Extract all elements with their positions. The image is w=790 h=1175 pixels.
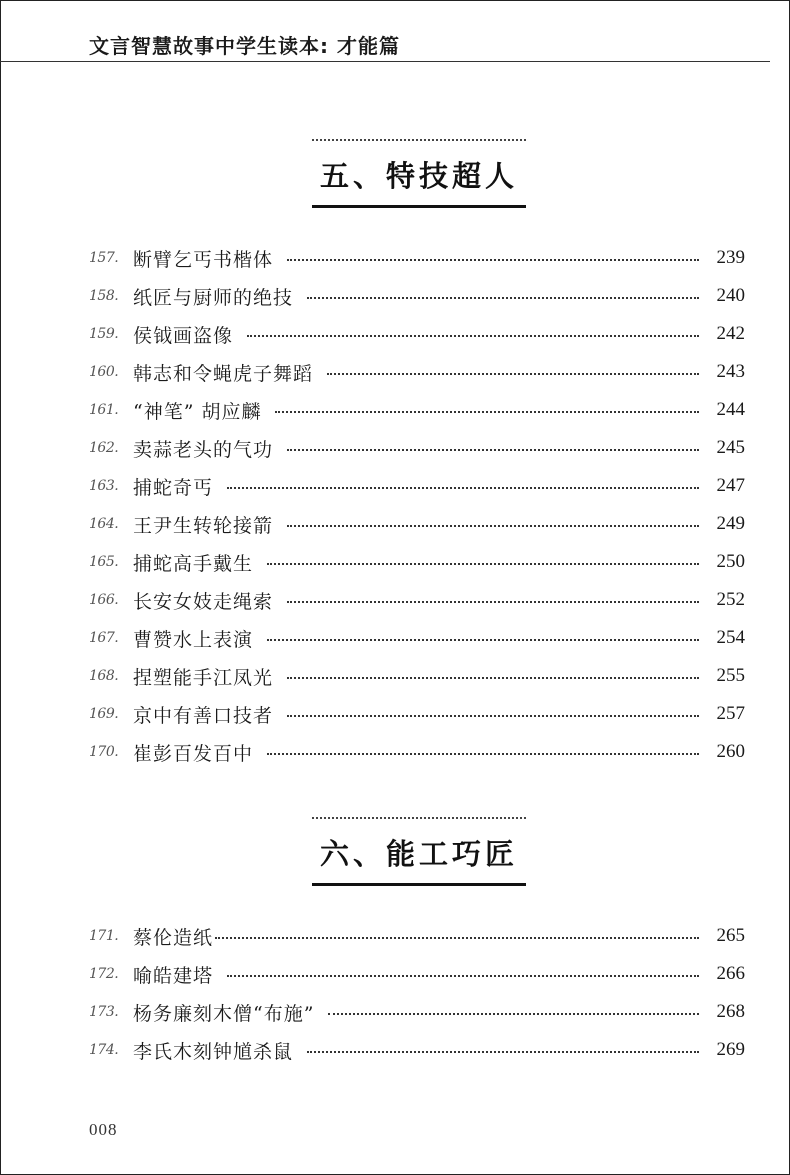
entry-title: 京中有善口技者 [133, 704, 274, 727]
entry-page: 249 [716, 513, 745, 534]
entry-number: 174. [89, 1042, 119, 1058]
dot-leader [327, 373, 699, 375]
toc-entry[interactable] [89, 315, 745, 353]
entry-page: 240 [716, 285, 745, 306]
entry-page: 257 [716, 703, 745, 724]
toc-entry[interactable] [89, 619, 745, 657]
dot-leader [307, 1051, 699, 1053]
toc-entry[interactable] [89, 429, 745, 467]
toc-entry[interactable] [89, 505, 745, 543]
dot-leader [307, 297, 699, 299]
toc-entry[interactable] [89, 467, 745, 505]
section-title: 六、能工巧匠 [319, 837, 518, 871]
entry-title: 韩志和令蝇虎子舞蹈 [133, 362, 314, 385]
entry-page: 266 [716, 963, 745, 984]
entry-number: 157. [89, 250, 119, 266]
dot-leader [227, 487, 699, 489]
dot-leader [287, 525, 699, 527]
entry-title: 侯钺画盗像 [133, 324, 234, 347]
entry-title: 纸匠与厨师的绝技 [133, 286, 294, 309]
entry-page: 255 [716, 665, 745, 686]
entry-page: 268 [716, 1001, 745, 1022]
entry-number: 161. [89, 402, 119, 418]
entry-number: 172. [89, 966, 119, 982]
entry-title: 李氏木刻钟馗杀鼠 [133, 1040, 294, 1063]
toc-entry[interactable] [89, 917, 745, 955]
dot-leader [287, 449, 699, 451]
toc-entry[interactable] [89, 695, 745, 733]
dot-leader [227, 975, 699, 977]
entry-number: 159. [89, 326, 119, 342]
toc-entry[interactable] [89, 733, 745, 771]
entry-page: 252 [716, 589, 745, 610]
entry-title: 王尹生转轮接箭 [133, 514, 274, 537]
entry-number: 167. [89, 630, 119, 646]
entry-title: 崔彭百发百中 [133, 742, 254, 765]
entry-page: 243 [716, 361, 745, 382]
entry-page: 242 [716, 323, 745, 344]
toc-entry[interactable] [89, 955, 745, 993]
header-rule [0, 61, 770, 62]
entry-title: 捏塑能手江凤光 [133, 666, 274, 689]
section-title: 五、特技超人 [319, 159, 518, 193]
section-top-dots [312, 139, 526, 141]
toc-entry[interactable] [89, 657, 745, 695]
entry-title: 蔡伦造纸 [133, 926, 214, 949]
entry-title: 喻皓建塔 [133, 964, 214, 987]
toc-entry[interactable] [89, 993, 745, 1031]
entry-number: 173. [89, 1004, 119, 1020]
toc-entry[interactable] [89, 543, 745, 581]
entry-page: 250 [716, 551, 745, 572]
entry-number: 170. [89, 744, 119, 760]
toc-entry[interactable] [89, 353, 745, 391]
toc-entry[interactable] [89, 239, 745, 277]
entry-title: 捕蛇奇丐 [133, 476, 214, 499]
entry-title: 捕蛇高手戴生 [133, 552, 254, 575]
entry-number: 164. [89, 516, 119, 532]
entry-number: 163. [89, 478, 119, 494]
entry-number: 166. [89, 592, 119, 608]
entry-title: 曹赞水上表演 [133, 628, 254, 651]
dot-leader [287, 715, 699, 717]
section-underline [312, 883, 526, 886]
entry-number: 165. [89, 554, 119, 570]
entry-number: 169. [89, 706, 119, 722]
toc-entry[interactable] [89, 277, 745, 315]
entry-title: “神笔” 胡应麟 [133, 400, 262, 423]
entry-title: 卖蒜老头的气功 [133, 438, 274, 461]
entry-page: 239 [716, 247, 745, 268]
dot-leader [267, 639, 699, 641]
dot-leader [287, 259, 699, 261]
entry-number: 171. [89, 928, 119, 944]
dot-leader [287, 601, 699, 603]
section-top-dots [312, 817, 526, 819]
entry-number: 162. [89, 440, 119, 456]
dot-leader [287, 677, 699, 679]
dot-leader [247, 335, 699, 337]
toc-entry[interactable] [89, 1031, 745, 1069]
toc-entry[interactable] [89, 391, 745, 429]
entry-page: 260 [716, 741, 745, 762]
dot-leader [275, 411, 699, 413]
entry-number: 168. [89, 668, 119, 684]
entry-number: 158. [89, 288, 119, 304]
dot-leader [267, 753, 699, 755]
running-head: 文言智慧故事中学生读本: 才能篇 [89, 34, 400, 58]
page-number: 008 [89, 1120, 118, 1139]
entry-page: 269 [716, 1039, 745, 1060]
entry-page: 247 [716, 475, 745, 496]
dot-leader [328, 1013, 699, 1015]
entry-page: 254 [716, 627, 745, 648]
dot-leader [215, 937, 699, 939]
entry-page: 245 [716, 437, 745, 458]
section-underline [312, 205, 526, 208]
entry-page: 265 [716, 925, 745, 946]
entry-number: 160. [89, 364, 119, 380]
entry-title: 断臂乞丐书楷体 [133, 248, 274, 271]
dot-leader [267, 563, 699, 565]
entry-title: 长安女妓走绳索 [133, 590, 274, 613]
entry-title: 杨务廉刻木僧“布施” [133, 1002, 315, 1025]
toc-entry[interactable] [89, 581, 745, 619]
entry-page: 244 [716, 399, 745, 420]
